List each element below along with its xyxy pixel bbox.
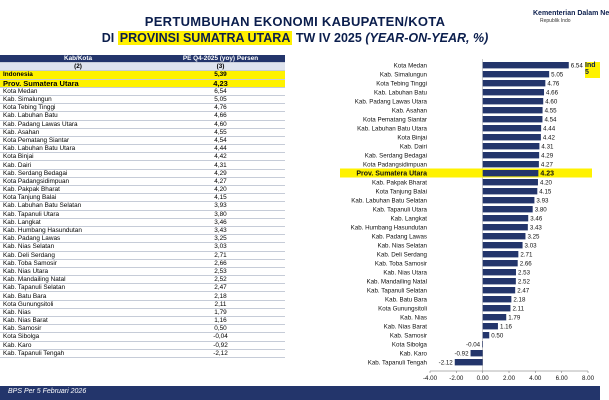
table-row xyxy=(0,300,285,308)
category-label: Kab. Toba Samosir xyxy=(374,260,427,268)
table-header xyxy=(0,55,285,63)
table-row xyxy=(0,202,285,210)
table-cell-region: Kab. Serdang Bedagai xyxy=(0,169,156,177)
ministry-sub-label: Republik Indo xyxy=(540,18,571,24)
data-label: 4.42 xyxy=(542,134,555,142)
bar xyxy=(483,296,512,302)
data-label: 4.29 xyxy=(541,152,554,160)
data-label: 4.27 xyxy=(540,161,553,169)
data-label: 4.60 xyxy=(545,98,558,106)
category-label: Kota Binjai xyxy=(397,134,427,142)
table-cell-region: Kab. Dairi xyxy=(0,161,156,169)
bar xyxy=(483,305,511,311)
bar xyxy=(483,242,523,248)
bar xyxy=(483,206,533,212)
table-cell-value: 2,66 xyxy=(156,259,285,267)
data-label: -0.04 xyxy=(466,341,481,349)
data-label: 3.93 xyxy=(536,197,549,205)
table-row xyxy=(0,194,285,202)
table-row xyxy=(0,210,285,218)
table-cell-value: 2,52 xyxy=(156,276,285,284)
title-period: TW IV 2025 xyxy=(292,31,366,45)
bar xyxy=(483,179,538,185)
data-label: 2.71 xyxy=(520,251,533,259)
table-row xyxy=(0,333,285,341)
data-label: 4.15 xyxy=(539,188,552,196)
table-cell-value: 0,50 xyxy=(156,325,285,333)
table-row xyxy=(0,243,285,251)
data-label: 2.47 xyxy=(517,287,530,295)
table-cell-value: 6,54 xyxy=(156,87,285,95)
table-cell-value: 4,55 xyxy=(156,128,285,136)
table-row xyxy=(0,112,285,120)
data-table xyxy=(0,55,285,358)
data-label: 4.31 xyxy=(541,143,554,151)
data-label: -2.12 xyxy=(438,359,453,367)
data-label: 4.23 xyxy=(540,170,554,178)
data-label: -0.92 xyxy=(454,350,469,358)
table-cell-region: Kab. Padang Lawas Utara xyxy=(0,120,156,128)
category-label: Kab. Simalungun xyxy=(379,71,427,79)
table-cell-region: Kab. Nias Barat xyxy=(0,317,156,325)
bar xyxy=(483,278,516,284)
bar xyxy=(483,332,490,338)
bar xyxy=(483,233,526,239)
table-row xyxy=(0,87,285,95)
footer-bar xyxy=(0,386,600,400)
category-label: Kab. Asahan xyxy=(391,107,427,115)
data-label: 3.43 xyxy=(529,224,542,232)
table-cell-value: 4,66 xyxy=(156,112,285,120)
table-cell-value: 2,18 xyxy=(156,292,285,300)
table-row xyxy=(0,145,285,153)
table-row xyxy=(0,349,285,357)
table-cell-region: Kab. Pakpak Bharat xyxy=(0,186,156,194)
data-label: 2.52 xyxy=(517,278,530,286)
table-cell-region: Kota Tebing Tinggi xyxy=(0,104,156,112)
bar xyxy=(483,269,516,275)
table-cell-region: Kab. Batu Bara xyxy=(0,292,156,300)
table-cell-region: Kab. Labuhan Batu xyxy=(0,112,156,120)
data-label: 5.05 xyxy=(551,71,564,79)
data-label: 4.20 xyxy=(539,179,553,187)
x-tick-label: 0.00 xyxy=(476,375,489,382)
table-cell-region: Kota Medan xyxy=(0,87,156,95)
table-row xyxy=(0,235,285,243)
category-label: Kota Tebing Tinggi xyxy=(376,80,427,88)
table-cell-value: 3,80 xyxy=(156,210,285,218)
table-cell-region: Kota Pematang Siantar xyxy=(0,136,156,144)
data-label: 4.44 xyxy=(543,125,556,133)
table-cell-value: 4,23 xyxy=(156,79,285,87)
bar xyxy=(482,341,483,347)
table-cell-value: 4,27 xyxy=(156,177,285,185)
table-cell-value: 2,71 xyxy=(156,251,285,259)
x-tick-label: 8.00 xyxy=(581,375,595,382)
table-cell-value: 3,93 xyxy=(156,202,285,210)
bar xyxy=(483,314,507,320)
bar xyxy=(483,287,516,293)
table-cell-value: 4,31 xyxy=(156,161,285,169)
bar xyxy=(483,197,535,203)
table-cell-region: Kota Binjai xyxy=(0,153,156,161)
table-cell-value: 4,54 xyxy=(156,136,285,144)
table-cell-value: -0,04 xyxy=(156,333,285,341)
table-cell-value: 5,05 xyxy=(156,95,285,103)
table-row xyxy=(0,186,285,194)
chart-title xyxy=(40,14,550,45)
table-index-row xyxy=(0,63,285,71)
data-label: 4.54 xyxy=(544,116,557,124)
table-cell-region: Kota Sibolga xyxy=(0,333,156,341)
bar xyxy=(483,116,543,122)
table-row xyxy=(0,325,285,333)
bar xyxy=(483,107,543,113)
table-cell-region: Kab. Padang Lawas xyxy=(0,235,156,243)
data-label: 3.80 xyxy=(534,206,547,214)
category-label: Kab. Tapanuli Selatan xyxy=(366,287,427,295)
table-cell-value: 2,47 xyxy=(156,284,285,292)
table-cell-region: Kota Tanjung Balai xyxy=(0,194,156,202)
data-label: 3.25 xyxy=(527,233,540,241)
table-cell-value: -0,92 xyxy=(156,341,285,349)
x-tick-label: 4.00 xyxy=(529,375,542,382)
table-row xyxy=(0,128,285,136)
category-label: Kab. Dairi xyxy=(399,143,427,151)
table-cell-value: 2,53 xyxy=(156,267,285,275)
table-row xyxy=(0,169,285,177)
table-row xyxy=(0,226,285,234)
bar xyxy=(483,98,544,104)
table-row xyxy=(0,251,285,259)
title-province: PROVINSI SUMATRA UTARA xyxy=(119,31,291,45)
bar xyxy=(483,170,539,176)
category-label: Kab. Nias xyxy=(400,314,427,322)
x-tick-label: 6.00 xyxy=(555,375,568,382)
category-label: Kab. Labuhan Batu Utara xyxy=(357,125,427,133)
table-row xyxy=(0,95,285,103)
category-label: Kab. Deli Serdang xyxy=(376,251,427,259)
table-cell-value: 4,76 xyxy=(156,104,285,112)
category-label: Kota Pematang Siantar xyxy=(363,116,427,124)
data-label: 0.50 xyxy=(491,332,504,340)
table-row xyxy=(0,161,285,169)
bar xyxy=(483,224,528,230)
table-row xyxy=(0,292,285,300)
table-row xyxy=(0,284,285,292)
category-label: Kab. Pakpak Bharat xyxy=(371,179,427,187)
table-cell-region: Indonesia xyxy=(0,71,156,79)
column-header-value: PE Q4-2025 (yoy) Persen xyxy=(156,55,285,63)
category-label: Kota Padangsidimpuan xyxy=(363,161,427,169)
table-cell-value: -2,12 xyxy=(156,349,285,357)
table-row xyxy=(0,341,285,349)
bar xyxy=(483,251,519,257)
table-row xyxy=(0,120,285,128)
table-row xyxy=(0,71,285,79)
category-label: Kab. Batu Bara xyxy=(385,296,427,304)
category-label: Kab. Langkat xyxy=(390,215,427,223)
table-cell-value: 3,46 xyxy=(156,218,285,226)
data-label: 6.54 xyxy=(570,62,583,70)
table-row xyxy=(0,218,285,226)
category-label: Kab. Nias Selatan xyxy=(377,242,427,250)
bar xyxy=(483,161,539,167)
table-cell-region: Kab. Nias Selatan xyxy=(0,243,156,251)
table-cell-value: 4,44 xyxy=(156,145,285,153)
category-label: Kab. Labuhan Batu xyxy=(374,89,427,97)
footer-source: BPS Per 5 Februari 2026 xyxy=(8,388,87,395)
x-tick-label: -2.00 xyxy=(449,375,464,382)
table-cell-region: Kab. Labuhan Batu Selatan xyxy=(0,202,156,210)
category-label: Kab. Padang Lawas xyxy=(371,233,427,241)
data-label: 3.03 xyxy=(524,242,537,250)
table-cell-region: Kab. Tapanuli Selatan xyxy=(0,284,156,292)
title-line-1: PERTUMBUHAN EKONOMI KABUPATEN/KOTA xyxy=(144,14,446,29)
index-col-2: (3) xyxy=(156,63,285,71)
category-label: Kab. Karo xyxy=(399,350,427,358)
data-label: 1.16 xyxy=(499,323,512,331)
table-row xyxy=(0,267,285,275)
data-label: 2.66 xyxy=(519,260,532,268)
table-cell-region: Kab. Labuhan Batu Utara xyxy=(0,145,156,153)
table-row xyxy=(0,177,285,185)
bar xyxy=(483,152,539,158)
bar xyxy=(471,350,483,356)
table-row xyxy=(0,259,285,267)
table-cell-region: Kab. Toba Samosir xyxy=(0,259,156,267)
bar xyxy=(483,62,569,68)
bar xyxy=(483,125,541,131)
indonesia-side-label: Ind 5 xyxy=(585,62,600,78)
bar xyxy=(483,134,541,140)
table-row xyxy=(0,308,285,316)
category-label: Kab. Samosir xyxy=(389,332,427,340)
table-cell-region: Kab. Karo xyxy=(0,341,156,349)
category-label: Kab. Nias Barat xyxy=(383,323,427,331)
data-label: 4.66 xyxy=(546,89,559,97)
table-cell-region: Kab. Nias Utara xyxy=(0,267,156,275)
table-row xyxy=(0,153,285,161)
data-label: 2.18 xyxy=(513,296,526,304)
table-cell-value: 4,60 xyxy=(156,120,285,128)
category-label: Kab. Nias Utara xyxy=(383,269,427,277)
table-cell-value: 1,79 xyxy=(156,308,285,316)
index-col-1: (2) xyxy=(0,63,156,71)
category-label: Kab. Serdang Bedagai xyxy=(364,152,427,160)
table-cell-region: Kab. Asahan xyxy=(0,128,156,136)
table-cell-value: 2,11 xyxy=(156,300,285,308)
table-cell-region: Kab. Tapanuli Tengah xyxy=(0,349,156,357)
table-cell-region: Prov. Sumatera Utara xyxy=(0,79,156,87)
category-label: Kota Tanjung Balai xyxy=(375,188,427,196)
x-tick-label: -4.00 xyxy=(422,375,438,382)
bar xyxy=(483,143,540,149)
data-label: 3.46 xyxy=(530,215,543,223)
bar xyxy=(483,71,549,77)
category-label: Kab. Humbang Hasundutan xyxy=(350,224,427,232)
bar-chart xyxy=(310,55,595,382)
bar xyxy=(483,89,544,95)
table-cell-value: 4,20 xyxy=(156,186,285,194)
table-cell-region: Kab. Tapanuli Utara xyxy=(0,210,156,218)
table-cell-region: Kab. Nias xyxy=(0,308,156,316)
table-row xyxy=(0,79,285,87)
table-row xyxy=(0,136,285,144)
table-row xyxy=(0,104,285,112)
category-label: Kota Gunungsitoli xyxy=(378,305,427,313)
table-cell-region: Kab. Langkat xyxy=(0,218,156,226)
bar xyxy=(483,260,518,266)
category-label: Kab. Labuhan Batu Selatan xyxy=(351,197,427,205)
table-cell-value: 3,03 xyxy=(156,243,285,251)
category-label: Kab. Mandailing Natal xyxy=(366,278,427,286)
category-label: Kab. Tapanuli Utara xyxy=(372,206,427,214)
table-cell-value: 1,16 xyxy=(156,317,285,325)
table-cell-value: 5,39 xyxy=(156,71,285,79)
data-label: 2.53 xyxy=(517,269,531,277)
table-row xyxy=(0,276,285,284)
category-label: Kota Sibolga xyxy=(391,341,427,349)
table-cell-value: 3,25 xyxy=(156,235,285,243)
bar xyxy=(483,323,498,329)
bar xyxy=(483,215,529,221)
title-prefix: DI xyxy=(101,31,118,45)
table-cell-value: 4,15 xyxy=(156,194,285,202)
title-unit: (YEAR-ON-YEAR, %) xyxy=(365,31,489,45)
table-cell-region: Kab. Simalungun xyxy=(0,95,156,103)
table-cell-region: Kab. Mandailing Natal xyxy=(0,276,156,284)
category-label: Kab. Tapanuli Tengah xyxy=(367,359,427,367)
ministry-label: Kementerian Dalam Ne xyxy=(533,10,609,17)
category-label: Kota Medan xyxy=(393,62,427,70)
category-label: Prov. Sumatera Utara xyxy=(356,170,427,178)
table-cell-value: 3,43 xyxy=(156,226,285,234)
data-label: 1.79 xyxy=(508,314,521,322)
data-label: 4.55 xyxy=(544,107,557,115)
table-cell-region: Kab. Samosir xyxy=(0,325,156,333)
x-tick-label: 2.00 xyxy=(502,375,516,382)
table-row xyxy=(0,317,285,325)
table-cell-value: 4,42 xyxy=(156,153,285,161)
bar xyxy=(483,188,538,194)
data-label: 2.11 xyxy=(512,305,525,313)
bar xyxy=(455,359,483,365)
table-cell-region: Kota Gunungsitoli xyxy=(0,300,156,308)
title-line-2 xyxy=(40,31,550,45)
category-label: Kab. Padang Lawas Utara xyxy=(354,98,427,106)
table-cell-region: Kota Padangsidimpuan xyxy=(0,177,156,185)
data-label: 4.76 xyxy=(547,80,560,88)
table-cell-region: Kab. Humbang Hasundutan xyxy=(0,226,156,234)
table-cell-region: Kab. Deli Serdang xyxy=(0,251,156,259)
bar xyxy=(483,80,546,86)
column-header-region: Kab/Kota xyxy=(0,55,156,63)
table-cell-value: 4,29 xyxy=(156,169,285,177)
